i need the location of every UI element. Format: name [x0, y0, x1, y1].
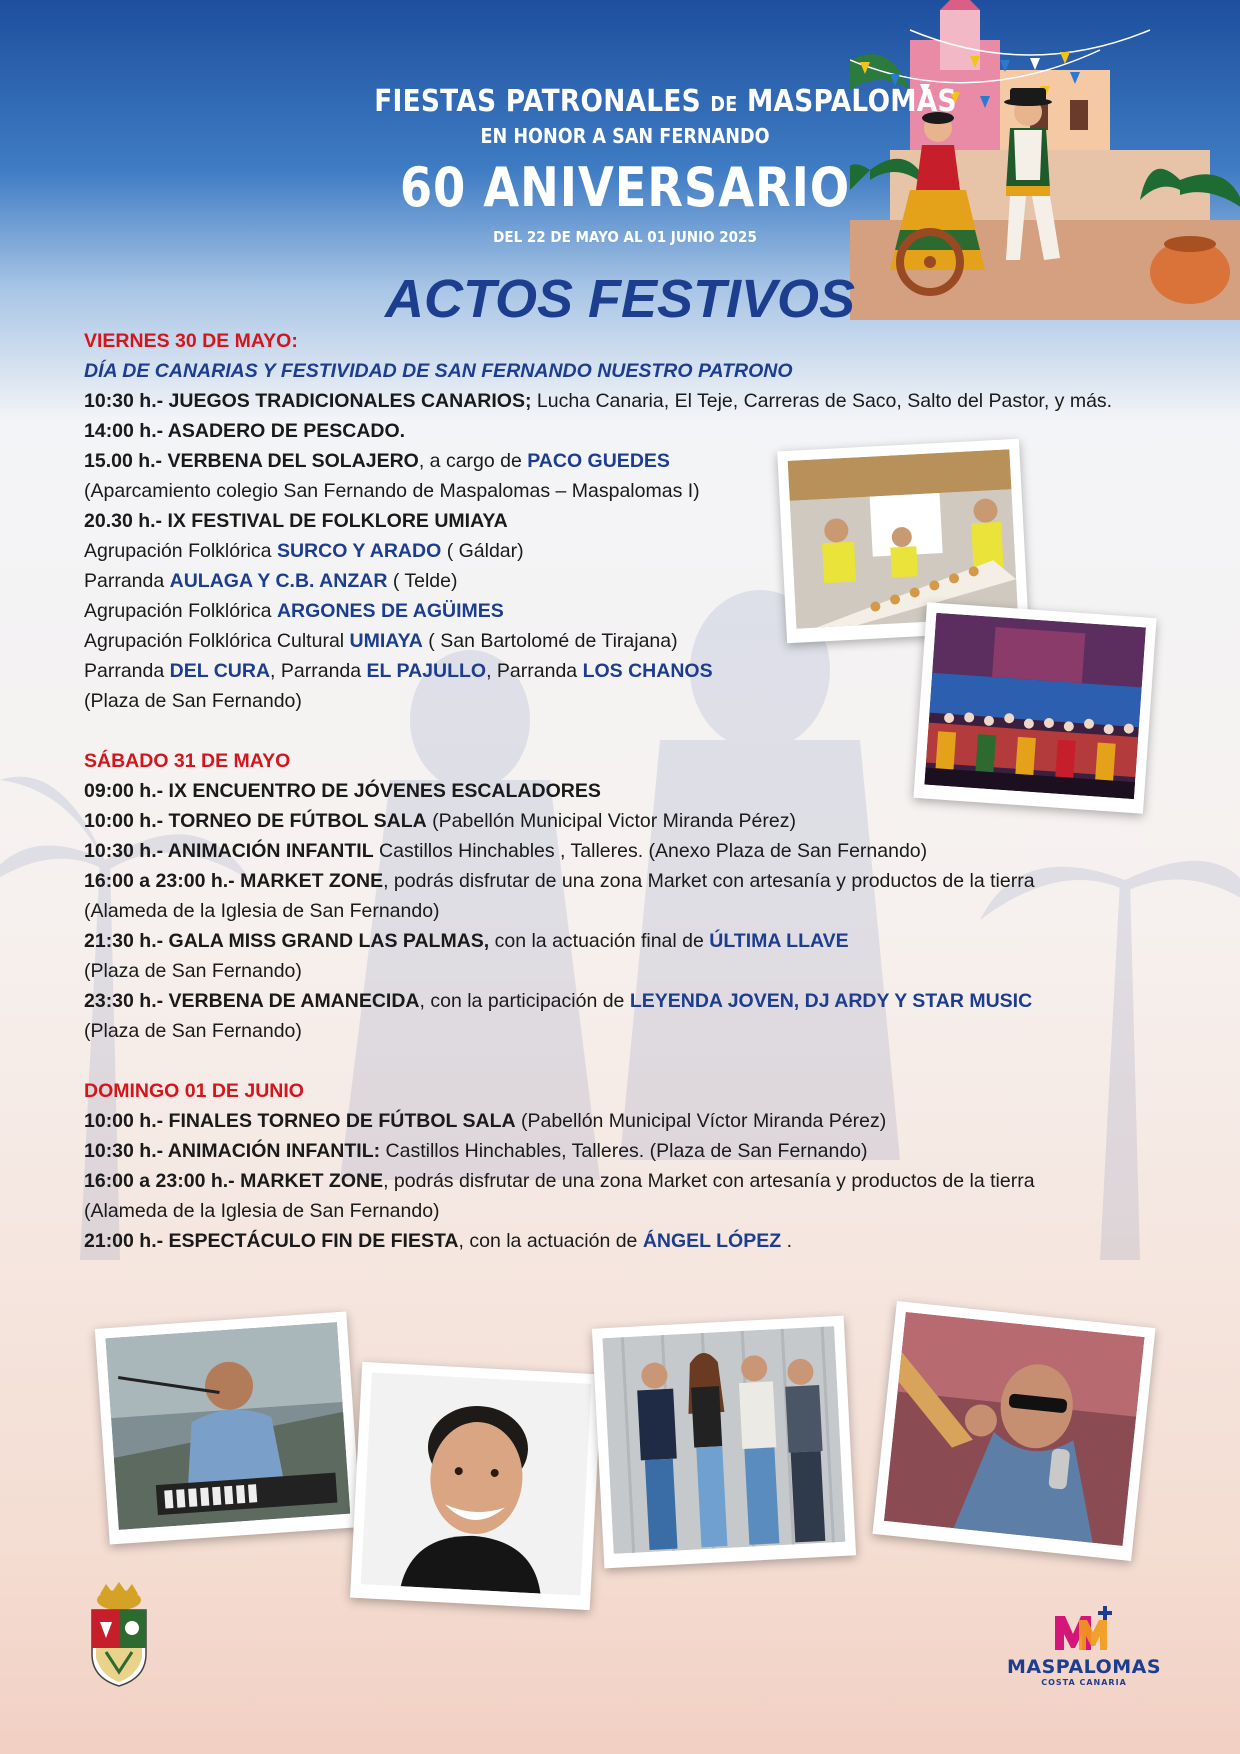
event-line: 21:30 h.- GALA MISS GRAND LAS PALMAS, con la actuación final de ÚLTIMA LLAVE [84, 930, 849, 952]
event-line: 23:30 h.- VERBENA DE AMANECIDA, con la participación de LEYENDA JOVEN, DJ ARDY Y STAR MUSIC [84, 990, 1033, 1012]
maspalomas-logo [1004, 1604, 1164, 1687]
anniversary-title: 60 ANIVERSARIO [399, 156, 851, 219]
festival-dates: DEL 22 DE MAYO AL 01 JUNIO 2025 [493, 228, 757, 246]
event-line: 16:00 a 23:00 h.- MARKET ZONE, podrás disfrutar de una zona Market con artesanía y productos de la tierra [84, 870, 1035, 892]
event-line: 10:00 h.- FINALES TORNEO DE FÚTBOL SALA (Pabellón Municipal Víctor Miranda Pérez) [84, 1110, 887, 1132]
photo-keyboard-performer [95, 1311, 361, 1544]
event-location: (Plaza de San Fernando) [84, 960, 302, 982]
event-performer: Agrupación Folklórica SURCO Y ARADO ( Gáldar) [84, 540, 524, 562]
event-location: (Alameda de la Iglesia de San Fernando) [84, 900, 440, 922]
day-heading-sabado: SÁBADO 31 DE MAYO [84, 750, 291, 772]
event-line: 21:00 h.- ESPECTÁCULO FIN DE FIESTA, con la actuación de ÁNGEL LÓPEZ . [84, 1230, 792, 1252]
section-title: ACTOS FESTIVOS [384, 269, 856, 329]
event-performer: Agrupación Folklórica ARGONES DE AGÜIMES [84, 600, 504, 622]
event-location: (Plaza de San Fernando) [84, 1020, 302, 1042]
municipal-coat-of-arms-icon [86, 1582, 152, 1692]
poster-subtitle: EN HONOR A SAN FERNANDO [480, 124, 770, 148]
event-performer: Agrupación Folklórica Cultural UMIAYA ( San Bartolomé de Tirajana) [84, 630, 678, 652]
brand-tagline: COSTA CANARIA [1041, 1678, 1127, 1687]
event-line: 14:00 h.- ASADERO DE PESCADO. [84, 420, 406, 442]
brand-name: MASPALOMAS [1006, 1656, 1162, 1678]
event-line: 10:30 h.- ANIMACIÓN INFANTIL: Castillos Hinchables, Talleres. (Plaza de San Fernando) [84, 1140, 868, 1162]
event-line: 10:30 h.- ANIMACIÓN INFANTIL Castillos Hinchables , Talleres. (Anexo Plaza de San Fernando) [84, 840, 928, 862]
photo-folklore-festival [913, 602, 1156, 814]
day-subheading-viernes: DÍA DE CANARIAS Y FESTIVIDAD DE SAN FERNANDO NUESTRO PATRONO [84, 360, 793, 382]
photo-angel-lopez [350, 1362, 602, 1610]
day-heading-viernes: VIERNES 30 DE MAYO: [84, 330, 298, 352]
event-line: 15.00 h.- VERBENA DEL SOLAJERO, a cargo de PACO GUEDES [84, 450, 670, 472]
poster-title: FIESTAS PATRONALES DE MASPALOMAS [374, 84, 957, 119]
event-location: (Plaza de San Fernando) [84, 690, 302, 712]
event-performer: Parranda AULAGA Y C.B. ANZAR ( Telde) [84, 570, 458, 592]
event-line: 10:30 h.- JUEGOS TRADICIONALES CANARIOS; Lucha Canaria, El Teje, Carreras de Saco, Salto del Pastor, y más. [84, 390, 1113, 412]
event-line: 09:00 h.- IX ENCUENTRO DE JÓVENES ESCALADORES [84, 780, 601, 802]
maspalomas-logo-icon [1049, 1604, 1119, 1652]
event-performer: Parranda DEL CURA, Parranda EL PAJULLO, Parranda LOS CHANOS [84, 660, 713, 682]
event-line: 16:00 a 23:00 h.- MARKET ZONE, podrás disfrutar de una zona Market con artesanía y productos de la tierra [84, 1170, 1035, 1192]
photo-ultima-llave-band [592, 1316, 856, 1569]
event-location: (Alameda de la Iglesia de San Fernando) [84, 1200, 440, 1222]
photo-dj-performer [872, 1301, 1155, 1561]
event-line: 10:00 h.- TORNEO DE FÚTBOL SALA (Pabellón Municipal Victor Miranda Pérez) [84, 810, 796, 832]
event-line: 20.30 h.- IX FESTIVAL DE FOLKLORE UMIAYA [84, 510, 508, 532]
event-location: (Aparcamiento colegio San Fernando de Maspalomas – Maspalomas I) [84, 480, 700, 502]
day-heading-domingo: DOMINGO 01 DE JUNIO [84, 1080, 304, 1102]
